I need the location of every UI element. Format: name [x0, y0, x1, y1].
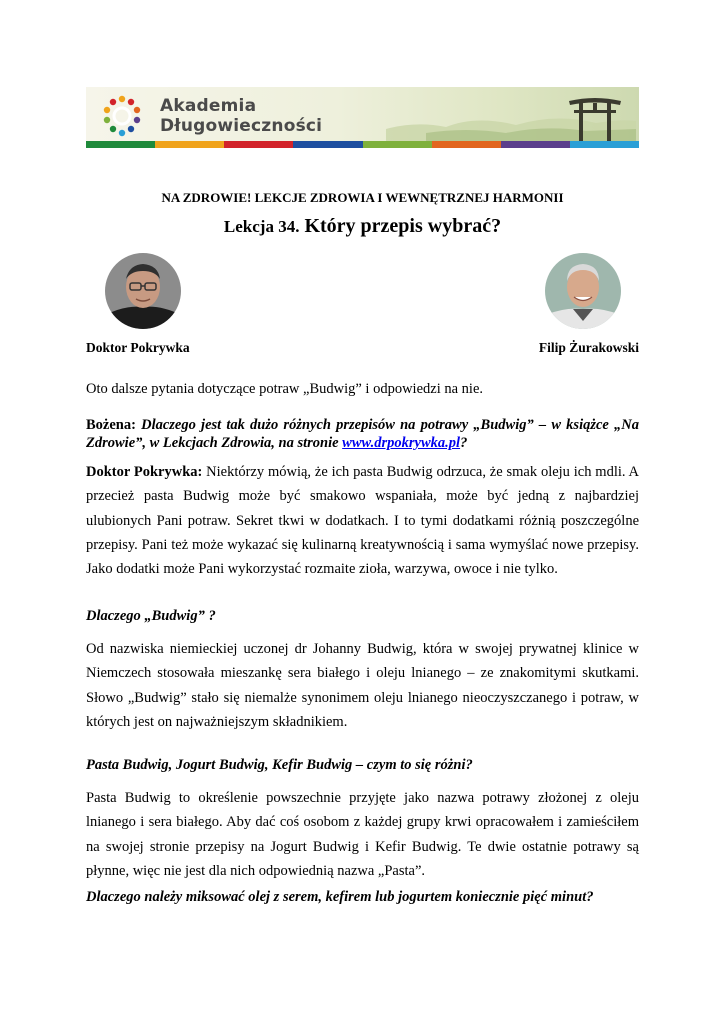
- right-person-name: Filip Żurakowski: [538, 340, 639, 355]
- portrait-doktor-pokrywka: [105, 253, 181, 329]
- person-photo-icon: [545, 253, 621, 329]
- lesson-prefix: Lekcja 34.: [223, 217, 300, 236]
- stripe-segment: [86, 141, 155, 148]
- person-photo-icon: [105, 253, 181, 329]
- series-title: NA ZDROWIE! LEKCJE ZDROWIA I WEWNĘTRZNEJ HARMONII: [161, 190, 564, 205]
- lesson-title: [86, 215, 639, 238]
- question-bozena: [86, 416, 639, 452]
- answer-doktor-text: Niektórzy mówią, że ich pasta Budwig odrzuca, że smak oleju ich mdli. A przecież pasta Budwig może być smakowo wspaniała, może być jedną z najbardziej ulubionych Pani potraw. Sekret tkwi w dodatkach. I to tymi dodatkami różnią poszczególne przepisy. Pani też może wykazać się kulinarną kreatywnością i sama wymyślać nowe przepisy. Jako dodatki może Pani wykorzystać rozmaite zioła, warzywa, owoce i nie tylko.: [86, 464, 639, 578]
- question-end: ?: [460, 435, 468, 451]
- stripe-segment: [432, 141, 501, 148]
- heading-mixing: Dlaczego należy miksować olej z serem, kefirem lub jogurtem koniecznie pięć minut?: [86, 889, 594, 905]
- stripe-segment: [363, 141, 432, 148]
- brand-name: [160, 96, 322, 136]
- heading-why-budwig: Dlaczego „Budwig” ?: [86, 608, 216, 624]
- brand-line-1: Akademia: [160, 96, 257, 116]
- color-stripe: [86, 141, 639, 148]
- paragraph-differences: Pasta Budwig to określenie powszechnie przyjęte jako nazwa potrawy złożonej z oleju lnianego i sera białego. Aby dać coś osobom z każdej grupy krwi opracowałem i zamieściłem na swojej stronie przepisy na Jogurt Budwig i Kefir Budwig. Te dwie ostatnie potrawy są płynne, więc nie jest dla nich odpowiednią nazwa „Pasta”.: [86, 790, 639, 879]
- heading-differences: Pasta Budwig, Jogurt Budwig, Kefir Budwig – czym to się różni?: [86, 757, 473, 773]
- question-bozena-text: Dlaczego jest tak dużo różnych przepisów na potrawy „Budwig” – w książce „Na Zdrowie”, w Lekcjach Zdrowia, na stronie: [86, 417, 639, 451]
- brand-line-2: Długowieczności: [160, 116, 323, 136]
- academy-logo-icon: [100, 93, 144, 139]
- stripe-segment: [224, 141, 293, 148]
- stripe-segment: [293, 141, 362, 148]
- stripe-segment: [501, 141, 570, 148]
- portrait-filip-zurakowski: [545, 253, 621, 329]
- speaker-doktor: Doktor Pokrywka:: [86, 464, 203, 480]
- header-banner: [86, 87, 639, 148]
- speaker-bozena: Bożena:: [86, 417, 136, 433]
- paragraph-why-budwig: Od nazwiska niemieckiej uczonej dr Johanny Budwig, która w swojej prywatnej klinice w Niemczech stosowała mieszankę sera białego i oleju lnianego – ze znakomitymi skutkami. Słowo „Budwig” stało się niemalże synonimem oleju lnianego nieoczyszczanego i potraw, w których jest on najważniejszym składnikiem.: [86, 641, 639, 730]
- lesson-title-text: Który przepis wybrać?: [299, 215, 502, 237]
- intro-paragraph: Oto dalsze pytania dotyczące potraw „Budwig” i odpowiedzi na nie.: [86, 381, 484, 397]
- answer-doktor: [86, 460, 639, 581]
- stripe-segment: [570, 141, 639, 148]
- drpokrywka-link[interactable]: www.drpokrywka.pl: [342, 435, 461, 451]
- stripe-segment: [155, 141, 224, 148]
- torii-gate-icon: [565, 91, 625, 143]
- left-person-name: Doktor Pokrywka: [86, 340, 190, 355]
